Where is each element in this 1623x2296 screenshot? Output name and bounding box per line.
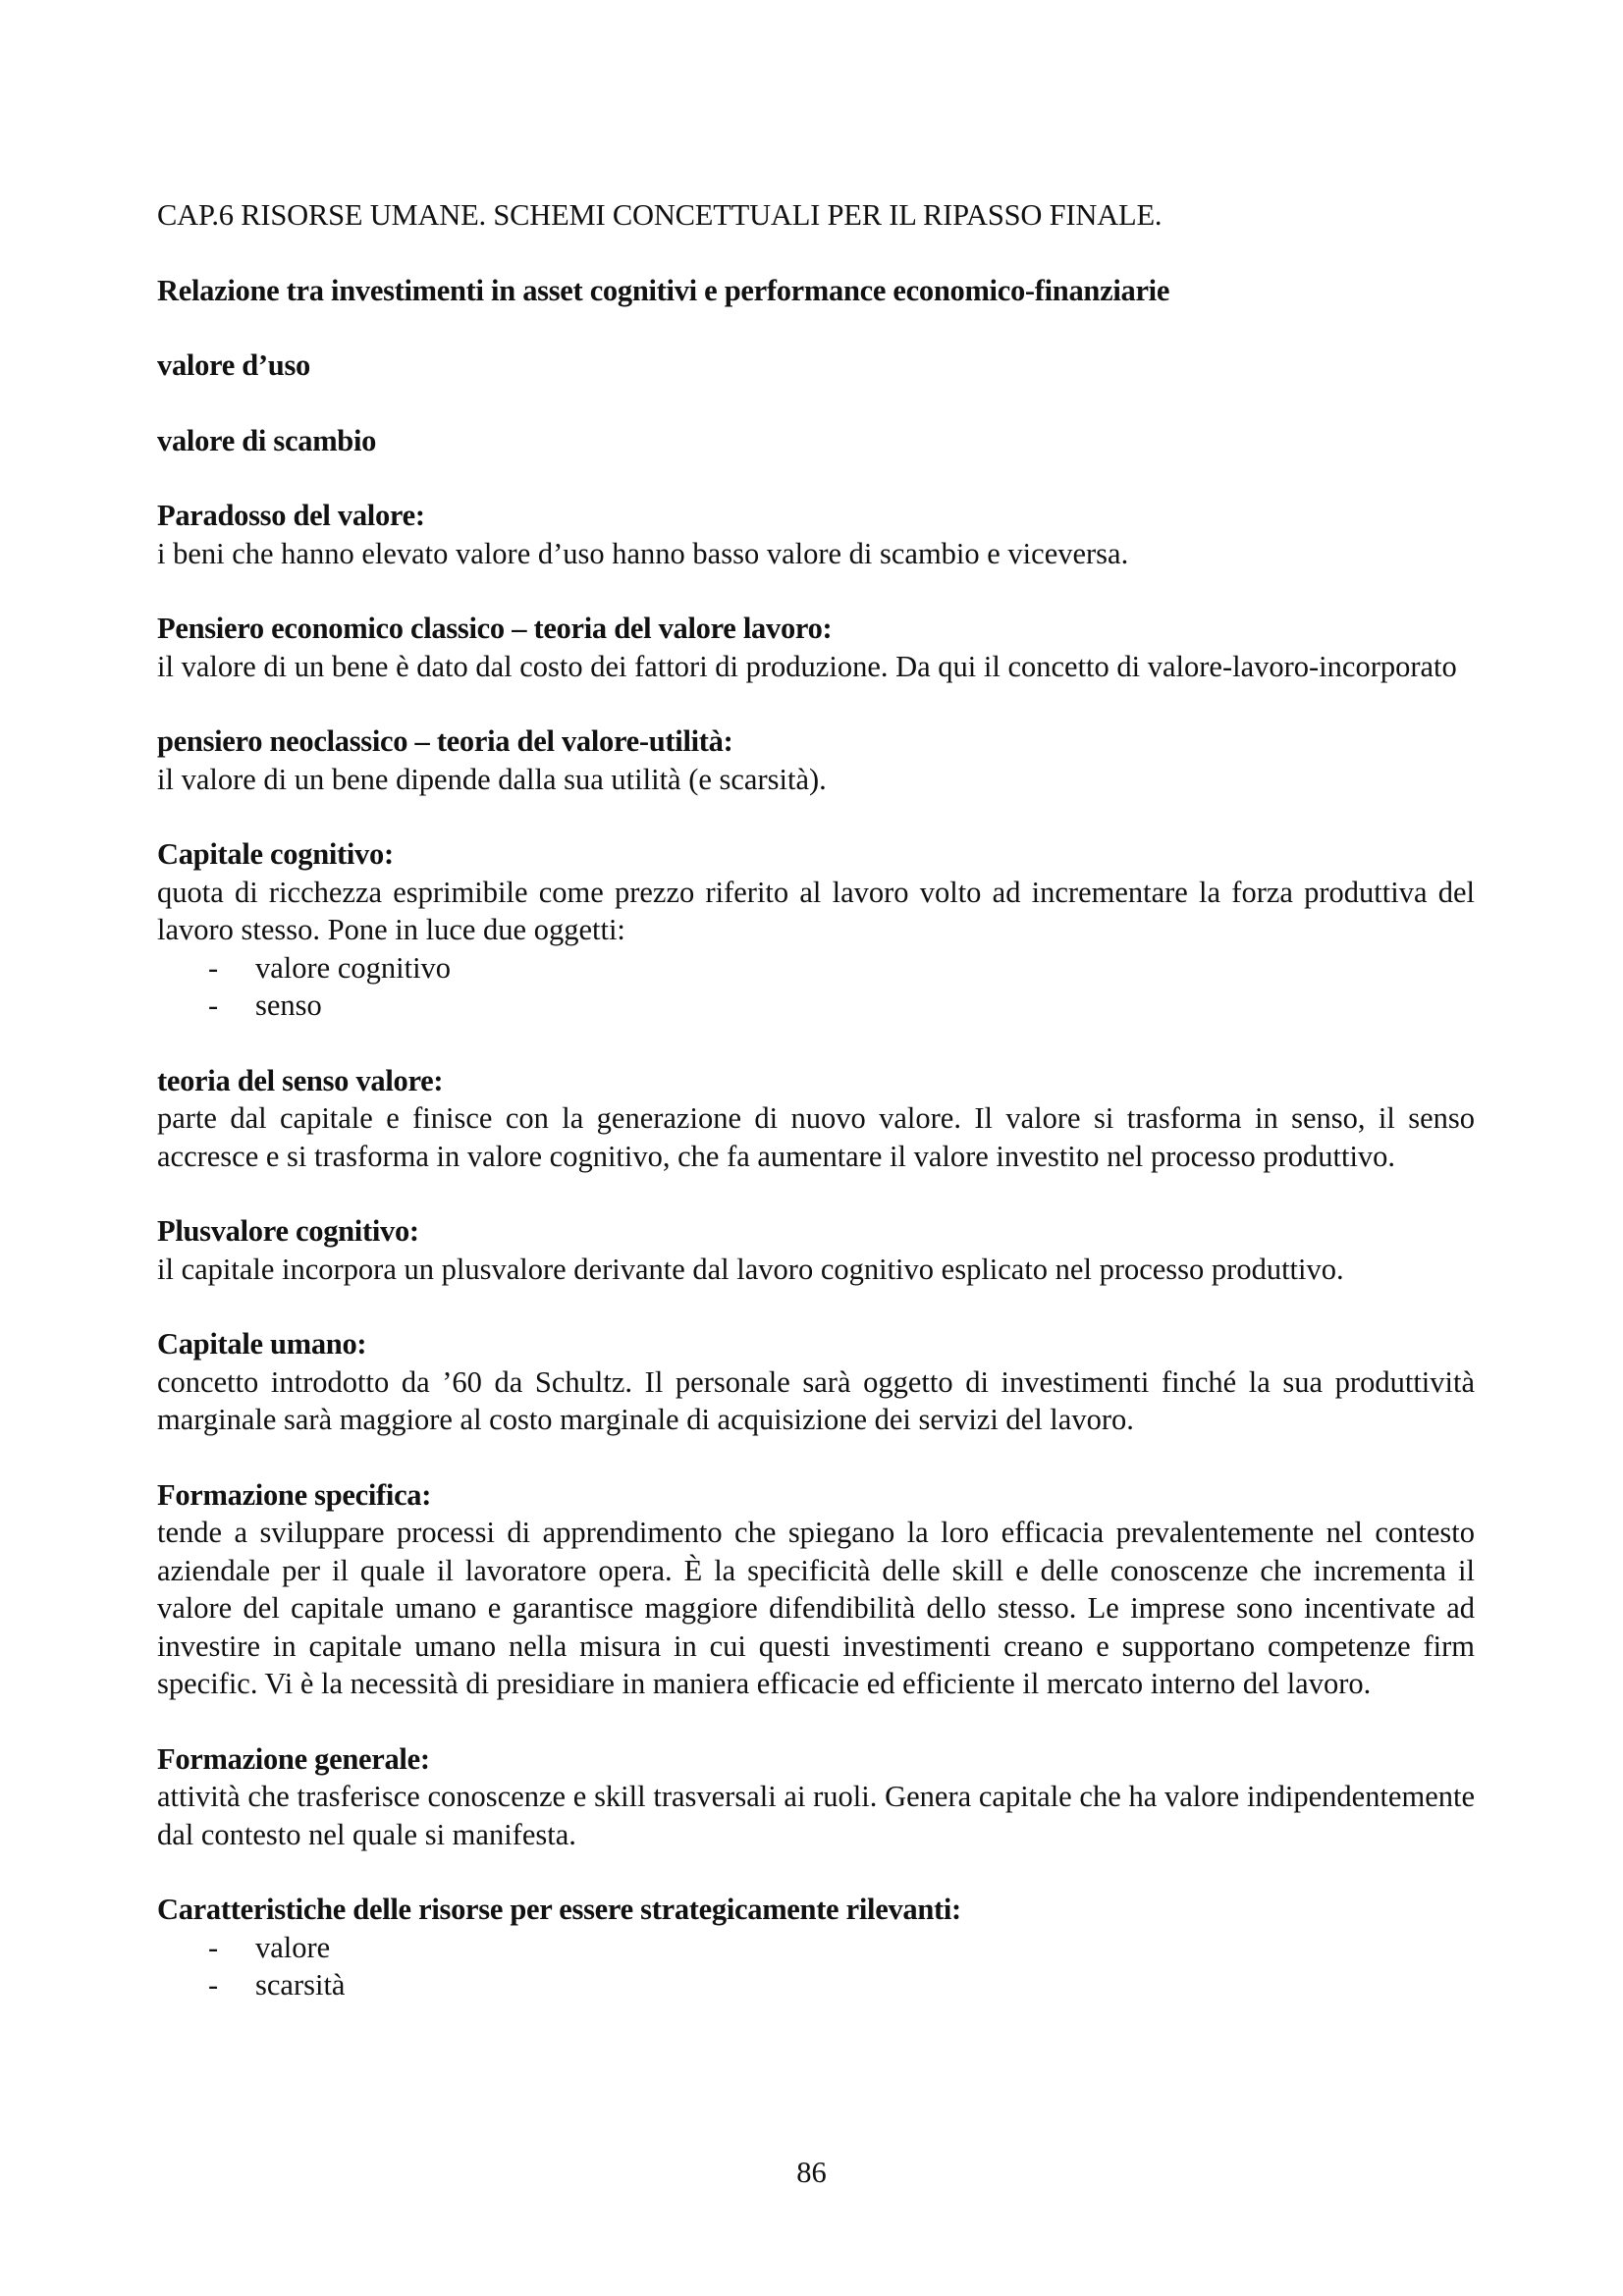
- section-teoria-senso-valore: [157, 1062, 1475, 1176]
- standalone-heading: Relazione tra investimenti in asset cognitivi e performance economico-finanziarie: [157, 273, 1170, 307]
- section-heading: Formazione specifica:: [157, 1477, 432, 1512]
- section-pensiero-classico: [157, 610, 1475, 685]
- list-item: [157, 987, 1475, 1025]
- dash-marker: -: [208, 1968, 219, 2002]
- chapter-title: CAP.6 RISORSE UMANE. SCHEMI CONCETTUALI PER IL RIPASSO FINALE.: [157, 198, 1163, 232]
- section-plusvalore-cognitivo: [157, 1212, 1475, 1288]
- section-text: quota di ricchezza esprimibile come prezzo riferito al lavoro volto ad incrementare la forza produttiva del lavoro stesso. Pone in luce due oggetti:: [157, 875, 1475, 946]
- section-heading: pensiero neoclassico – teoria del valore-utilità:: [157, 724, 733, 758]
- section-paradosso-del-valore: [157, 497, 1475, 572]
- list-item-text: scarsità: [255, 1968, 346, 2002]
- section-text: il valore di un bene dipende dalla sua utilità (e scarsità).: [157, 762, 827, 796]
- section-text: concetto introdotto da ’60 da Schultz. Il personale sarà oggetto di investimenti finché la sua produttività marginale sarà maggiore al costo marginale di acquisizione dei servizi del lavoro.: [157, 1364, 1475, 1436]
- section-heading: Capitale umano:: [157, 1327, 367, 1361]
- section-text: parte dal capitale e finisce con la generazione di nuovo valore. Il valore si trasforma in senso, il senso accresce e si trasforma in valore cognitivo, che fa aumentare il valore investito nel processo produttivo.: [157, 1101, 1475, 1173]
- section-heading: Formazione generale:: [157, 1741, 430, 1776]
- list-item-text: senso: [255, 988, 322, 1022]
- standalone-heading: valore di scambio: [157, 423, 377, 457]
- section-caratteristiche-risorse: [157, 1891, 1475, 2004]
- section-text: tende a sviluppare processi di apprendimento che spiegano la loro efficacia prevalentemente nel contesto aziendale per il quale il lavoratore opera. È la specificità delle skill e delle conoscenze che incrementa il valore del capitale umano e garantisce maggiore difendibilità dello stesso. Le imprese sono incentivate ad investire in capitale umano nella misura in cui questi investimenti creano e supportano competenze firm specific. Vi è la necessità di presidiare in maniera efficacie ed efficiente il mercato interno del lavoro.: [157, 1516, 1475, 1700]
- document-page: [157, 196, 1475, 2042]
- section-capitale-cognitivo: [157, 835, 1475, 1025]
- section-text: il valore di un bene è dato dal costo dei fattori di produzione. Da qui il concetto di valore-lavoro-incorporato: [157, 649, 1457, 683]
- section-capitale-umano: [157, 1325, 1475, 1439]
- section-formazione-generale: [157, 1740, 1475, 1854]
- section-heading: Caratteristiche delle risorse per essere strategicamente rilevanti:: [157, 1893, 961, 1926]
- list-item-text: valore: [255, 1930, 331, 1964]
- section-text: i beni che hanno elevato valore d’uso hanno basso valore di scambio e viceversa.: [157, 536, 1129, 570]
- list-item: [157, 949, 1475, 988]
- section-heading: Plusvalore cognitivo:: [157, 1214, 419, 1248]
- list-item: [157, 1966, 1475, 2004]
- section-heading: Paradosso del valore:: [157, 499, 425, 532]
- section-pensiero-neoclassico: [157, 722, 1475, 798]
- dash-marker: -: [208, 1930, 219, 1964]
- section-text: il capitale incorpora un plusvalore derivante dal lavoro cognitivo esplicato nel processo produttivo.: [157, 1252, 1344, 1286]
- standalone-heading: valore d’uso: [157, 348, 310, 382]
- dash-marker: -: [208, 988, 219, 1022]
- bullet-list: [157, 949, 1475, 1025]
- list-item-text: valore cognitivo: [255, 950, 452, 985]
- section-heading: Pensiero economico classico – teoria del valore lavoro:: [157, 612, 833, 645]
- section-heading: Capitale cognitivo:: [157, 837, 394, 871]
- bullet-list: [157, 1929, 1475, 2004]
- list-item: [157, 1929, 1475, 1967]
- page-number: 86: [796, 2156, 827, 2189]
- section-text: attività che trasferisce conoscenze e skill trasversali ai ruoli. Genera capitale che ha valore indipendentemente dal contesto nel quale si manifesta.: [157, 1780, 1475, 1851]
- section-formazione-specifica: [157, 1476, 1475, 1703]
- dash-marker: -: [208, 950, 219, 985]
- section-heading: teoria del senso valore:: [157, 1063, 444, 1097]
